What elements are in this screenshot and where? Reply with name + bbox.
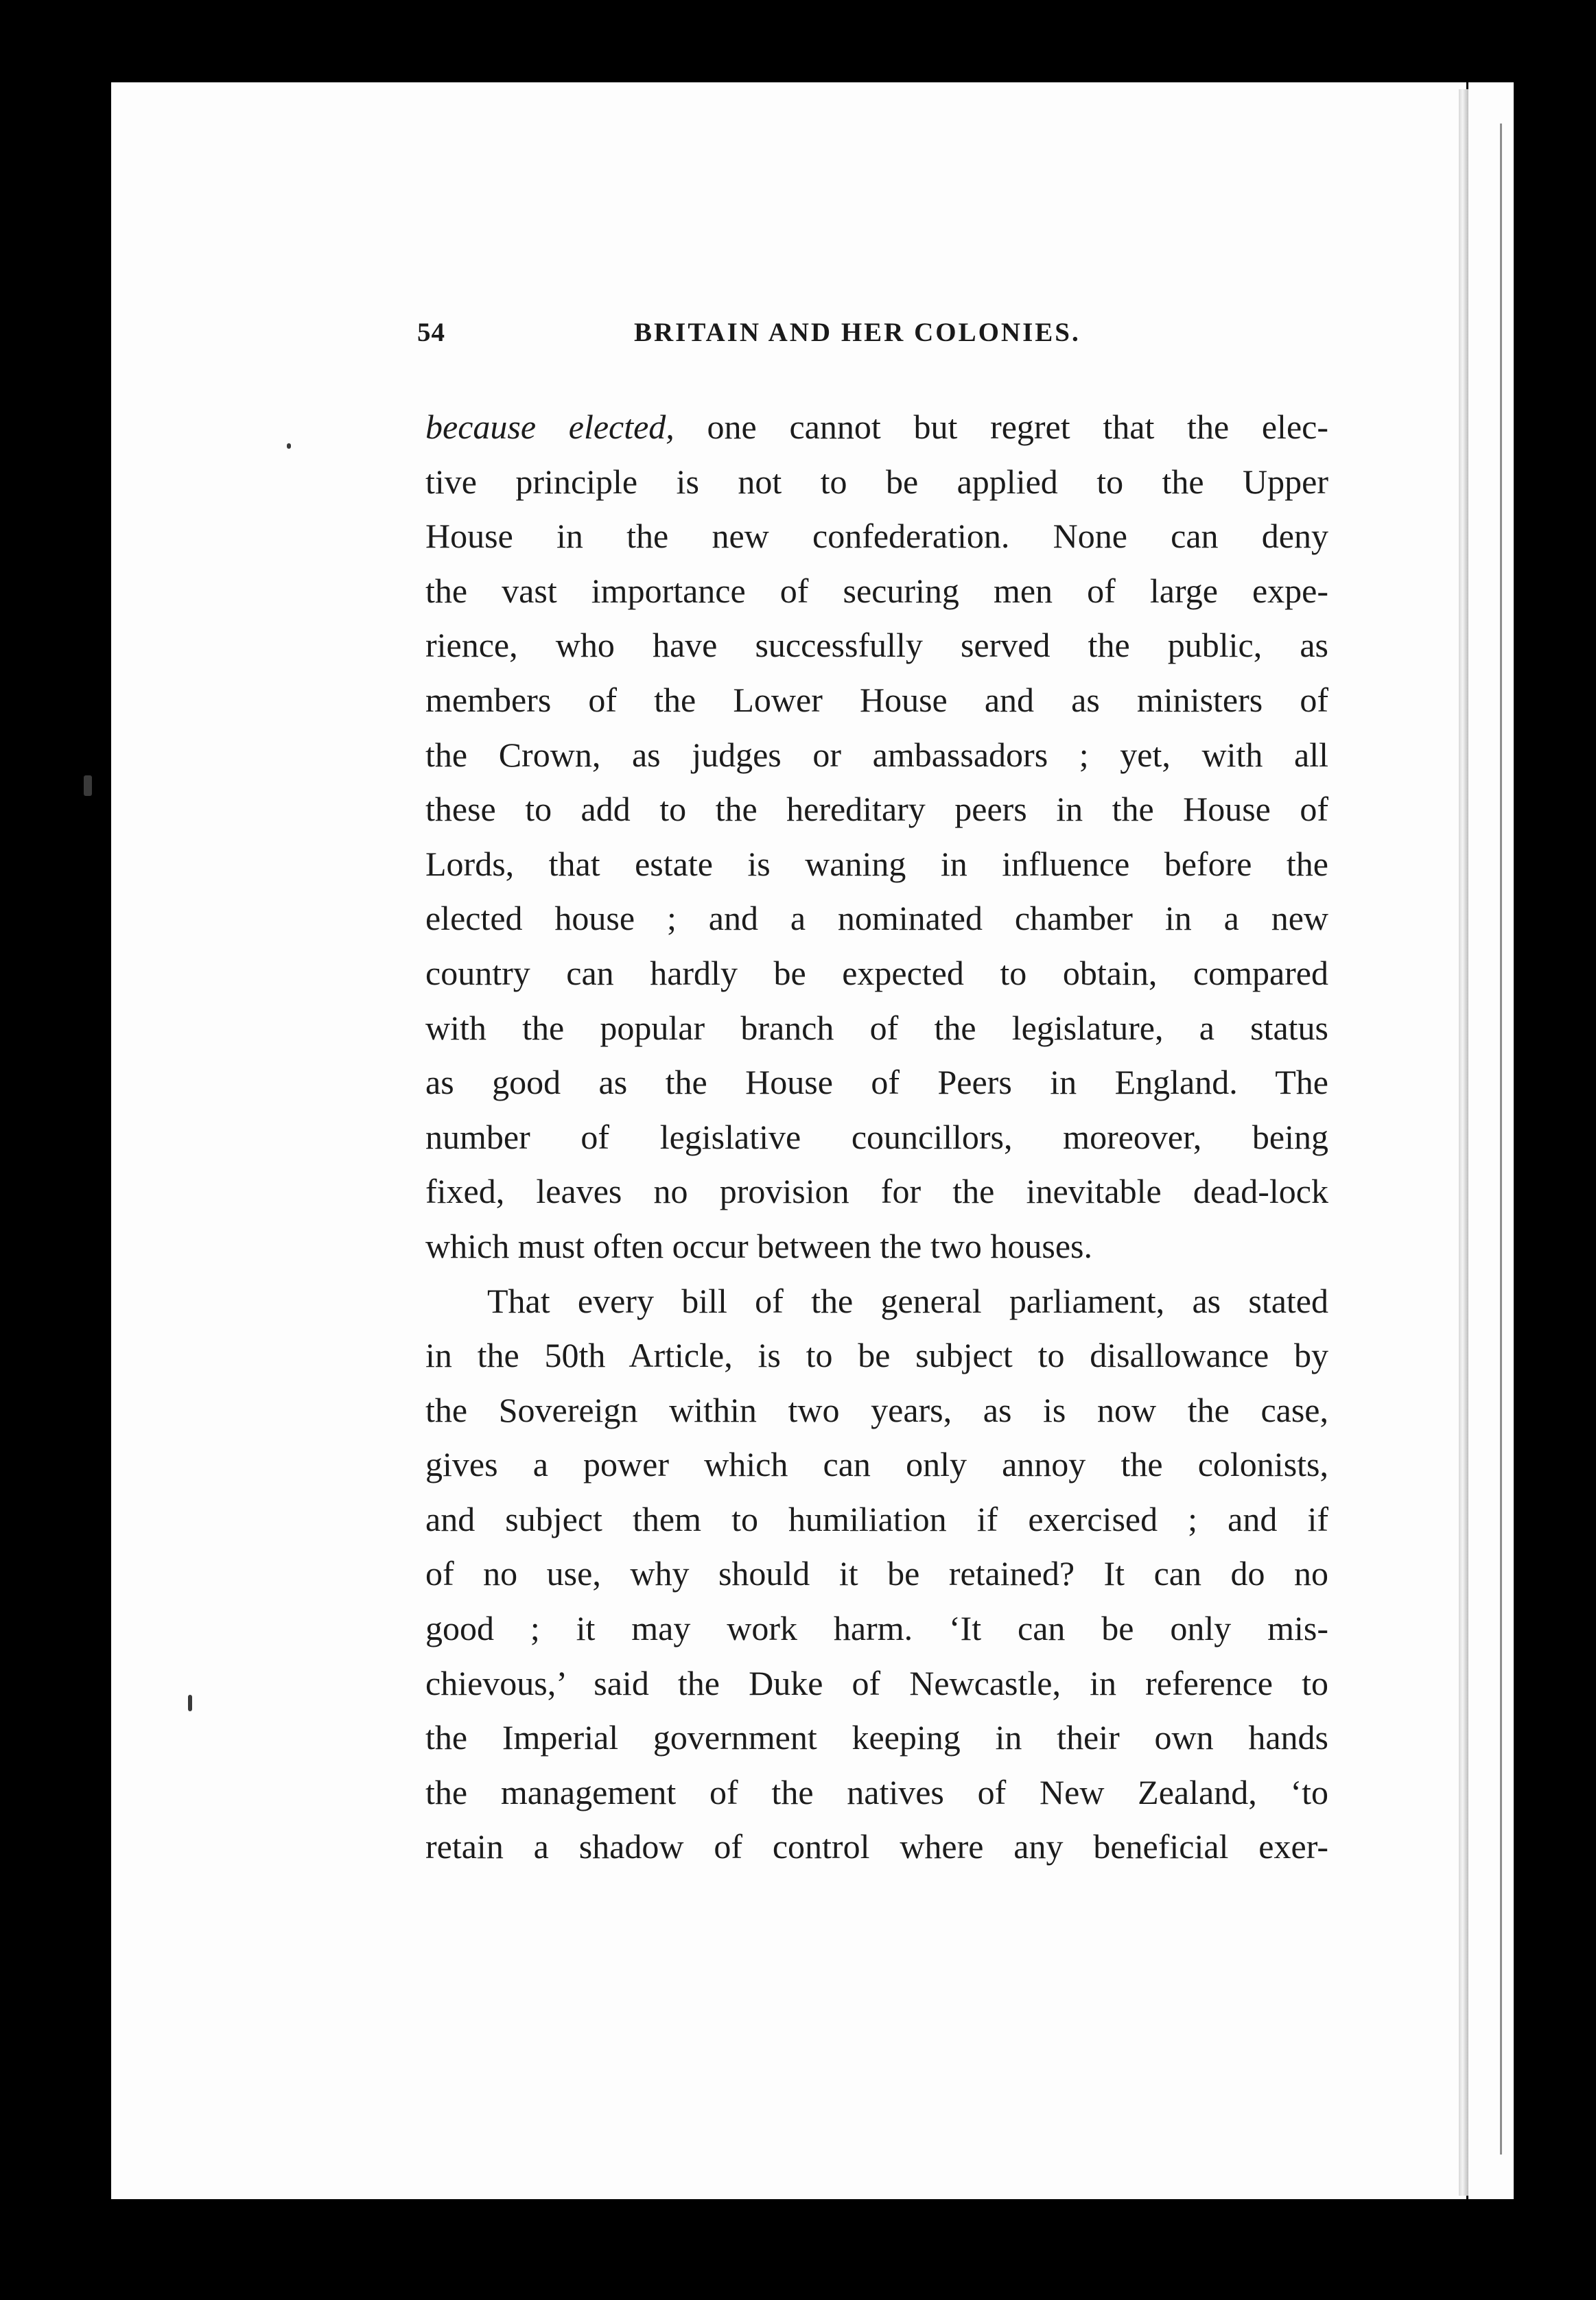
text-line: House in the new confederation. None can deny — [425, 517, 1328, 556]
text-line: number of legislative councillors, moreover, being — [425, 1117, 1328, 1156]
text-line: retain a shadow of control where any beneficial exer- — [425, 1827, 1328, 1866]
text-line: the Imperial government keeping in their own hands — [425, 1718, 1328, 1757]
text-line: in the 50th Article, is to be subject to disallowance by — [425, 1336, 1328, 1375]
running-head-title: BRITAIN AND HER COLONIES. — [634, 318, 1081, 347]
page-edge — [1459, 89, 1468, 2196]
text-line: rience, who have successfully served the public, as — [425, 626, 1328, 665]
text-line: country can hardly be expected to obtain, compared — [425, 953, 1328, 992]
text-line: with the popular branch of the legislature, a status — [425, 1008, 1328, 1047]
text-line: and subject them to humiliation if exercised ; and if — [425, 1499, 1328, 1538]
text-line-rest: one cannot but regret that the elec- — [674, 408, 1328, 446]
facing-page-edge — [1468, 82, 1514, 2199]
text-line: the Crown, as judges or ambassadors ; yet, with all — [425, 735, 1328, 774]
text-line: That every bill of the general parliament, as stated — [487, 1281, 1328, 1320]
text-line — [425, 400, 1328, 455]
italic-phrase: because elected, — [425, 408, 674, 446]
page-number: 54 — [417, 318, 445, 347]
text-line: which must often occur between the two houses. — [425, 1226, 1092, 1265]
text-line: tive principle is not to be applied to the Upper — [425, 462, 1328, 501]
text-line: Lords, that estate is waning in influence before the — [425, 844, 1328, 883]
text-line: the management of the natives of New Zealand, ‘to — [425, 1772, 1328, 1811]
text-line: these to add to the hereditary peers in the House of — [425, 790, 1328, 829]
text-line: gives a power which can only annoy the colonists, — [425, 1445, 1328, 1484]
page-gutter-line — [1500, 124, 1502, 2155]
body-text — [425, 400, 1328, 1875]
text-line: as good as the House of Peers in England. The — [425, 1063, 1328, 1102]
text-line: good ; it may work harm. ‘It can be only mis- — [425, 1609, 1328, 1648]
text-line: the vast importance of securing men of large expe- — [425, 571, 1328, 610]
margin-speck — [287, 443, 291, 449]
text-line: elected house ; and a nominated chamber in a new — [425, 899, 1328, 938]
text-line: members of the Lower House and as ministers of — [425, 680, 1328, 719]
text-line: fixed, leaves no provision for the inevitable dead-lock — [425, 1172, 1328, 1211]
running-header — [417, 317, 1326, 358]
text-line: the Sovereign within two years, as is now the case, — [425, 1390, 1328, 1429]
text-line: of no use, why should it be retained? It can do no — [425, 1554, 1328, 1593]
text-line: chievous,’ said the Duke of Newcastle, in reference to — [425, 1663, 1328, 1702]
margin-speck — [188, 1695, 192, 1711]
margin-speck — [84, 775, 92, 796]
